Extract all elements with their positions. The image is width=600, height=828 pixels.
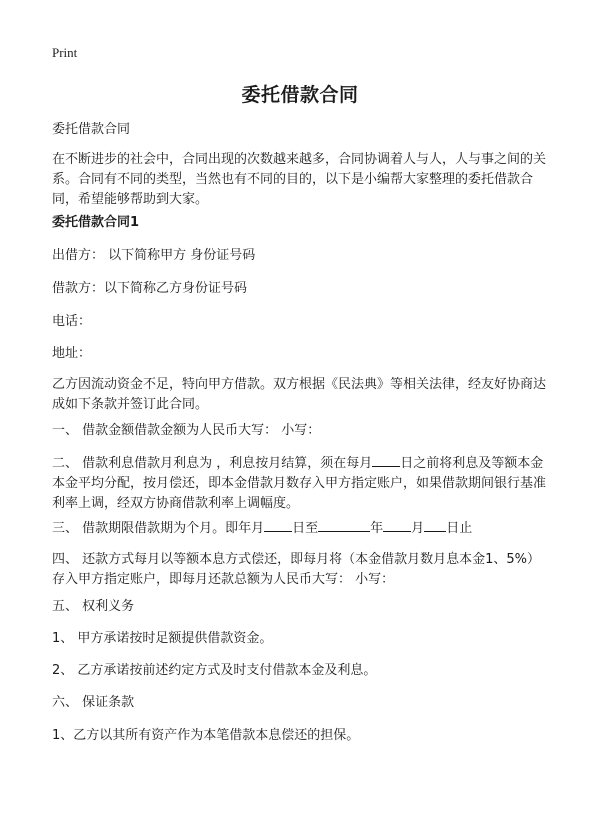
clause-1: 一、 借款金额借款金额为人民币大写： 小写： [52,423,321,438]
blank-field [372,453,400,467]
clause-5-item-1: 1、 甲方承诺按时足额提供借款资金。 [52,631,273,646]
clause-2-part2: 日之前将利息及等额本金本金平均分配，按月偿还，即本金借款月数存入甲方指定账户，如果借款期间银行基准利率上调，经双方协商借款利率上调幅度。 [52,456,547,511]
clause-5-heading: 五、 权利义务 [52,599,135,614]
clause-6-item-1: 1、乙方以其所有资产作为本笔借款本息偿还的担保。 [52,728,360,743]
clause-4: 四、 还款方式每月以等额本息方式偿还，即每月将（本金借款月数月息本金1、5%）存入甲方指定账户，即每月还款总额为人民币大写： 小写： [52,552,541,587]
clause-3-part4: 月 [411,521,425,536]
preamble-paragraph: 乙方因流动资金不足，特向甲方借款。双方根据《民法典》等相关法律，经友好协商达成如下条款并签订此合同。 [52,377,547,412]
blank-field [264,518,292,532]
address-line: 地址： [52,346,92,361]
clause-2 [52,453,552,514]
blank-field [383,518,411,532]
document-title: 委托借款合同 [241,84,359,106]
clause-6-heading: 六、 保证条款 [52,695,135,710]
clause-2-part1: 二、 借款利息借款月利息为 ，利息按月结算，须在每月 [52,456,373,471]
clause-3 [52,518,552,539]
blank-field [318,518,370,532]
clause-3-part3: 年 [370,521,384,536]
clause-3-part1: 三、 借款期限借款期为个月。即年月 [52,521,265,536]
clause-3-part5: 日止 [446,521,473,536]
phone-line: 电话： [52,314,92,329]
clause-3-part2: 日至 [292,521,319,536]
borrower-line: 借款方：以下简称乙方身份证号码 [52,281,248,296]
blank-field [424,518,446,532]
document-subtitle: 委托借款合同 [52,122,131,137]
clause-5-item-2: 2、 乙方承诺按前述约定方式及时支付借款本金及利息。 [52,663,377,678]
intro-paragraph: 在不断进步的社会中，合同出现的次数越来越多，合同协调着人与人，人与事之间的关系。合同有不同的类型，当然也有不同的目的，以下是小编帮大家整理的委托借款合同，希望能够帮助到大家。 [52,152,547,207]
print-link[interactable]: Print [52,45,78,60]
contract-heading: 委托借款合同1 [52,215,140,230]
lender-line: 出借方： 以下简称甲方 身份证号码 [52,248,256,263]
